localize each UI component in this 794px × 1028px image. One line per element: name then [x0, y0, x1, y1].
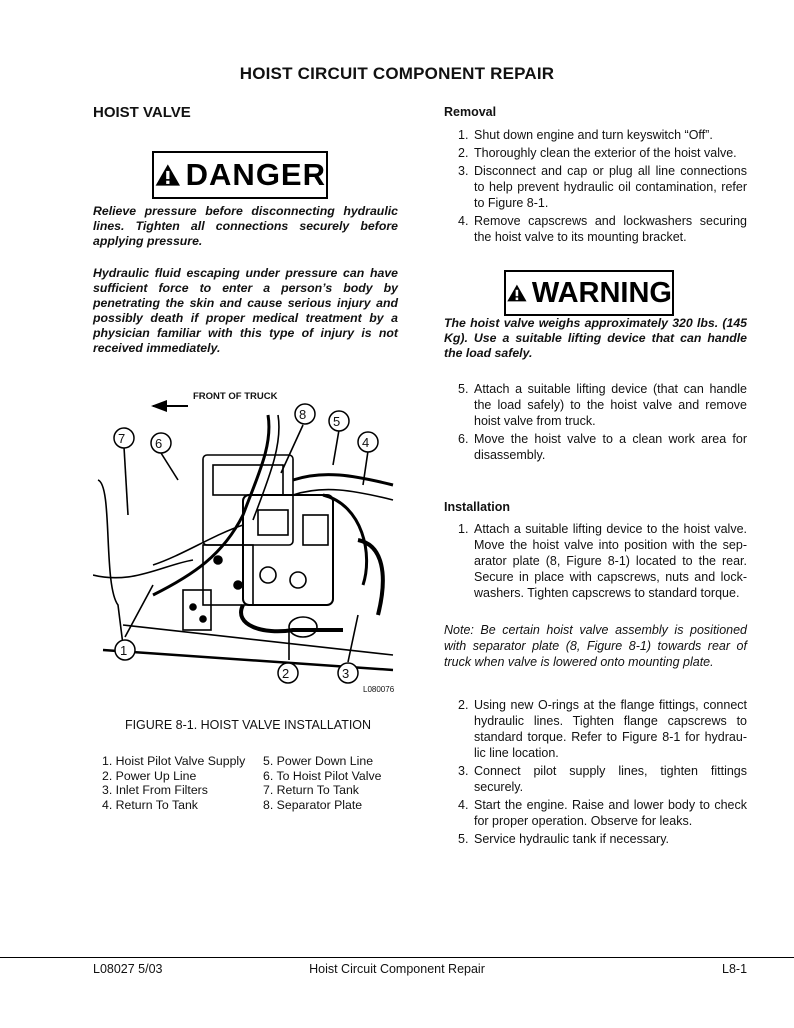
footer-divider: [0, 957, 794, 958]
warning-text: The hoist valve weighs approximately 320 lbs. (145 Kg). Use a suitable lifting device that can handle the load safely.: [444, 316, 747, 360]
section-title-hoist-valve: HOIST VALVE: [93, 104, 191, 121]
callout-5: 5: [333, 414, 341, 429]
callout-1: 1: [120, 643, 128, 658]
callout-6: 6: [155, 436, 163, 451]
legend-column-2: [263, 754, 381, 812]
legend-item: 4. Return To Tank: [102, 797, 198, 812]
list-item: 1. Attach a suitable lifting device to the hoist valve. Move the hoist valve into position with the sep-arator plate (8, Figure 8-1) located to the rear. Secure in place with capscrews, nuts and lock-washers. Tighten capscrews to standard torque.: [458, 522, 747, 600]
warning-triangle-icon: [154, 160, 182, 190]
page-title: HOIST CIRCUIT COMPONENT REPAIR: [239, 64, 555, 83]
list-item: 3. Disconnect and cap or plug all line connections to help prevent hydraulic oil contamination, refer to Figure 8-1.: [458, 164, 747, 210]
figure-hoist-valve: [93, 385, 403, 695]
install-steps-continued: [458, 697, 747, 849]
list-item: 3. Connect pilot supply lines, tighten fittings securely.: [458, 764, 747, 794]
list-item: 2. Using new O-rings at the flange fittings, connect hydraulic lines. Tighten flange capscrews to standard torque. Refer to Figure 8-1 for hydrau-lic line location.: [458, 698, 747, 760]
list-item: 4. Start the engine. Raise and lower body to check for proper operation. Observe for leaks.: [458, 798, 747, 828]
figure-image-id: L080076: [363, 685, 395, 694]
figure-caption: FIGURE 8-1. HOIST VALVE INSTALLATION: [124, 718, 372, 732]
legend-item: 2. Power Up Line: [102, 768, 197, 783]
warning-label: WARNING: [531, 276, 672, 309]
callout-8: 8: [299, 407, 307, 422]
danger-label: DANGER: [185, 157, 326, 192]
list-item: 4. Remove capscrews and lockwashers securing the hoist valve to its mounting bracket.: [458, 214, 747, 244]
legend-item: 6. To Hoist Pilot Valve: [263, 768, 382, 783]
legend-item: 8. Separator Plate: [263, 797, 363, 812]
footer-doc-id: L08027 5/03: [93, 962, 163, 976]
removal-title: Removal: [444, 105, 497, 119]
danger-text-1: Relieve pressure before disconnecting hydraulic lines. Tighten all connections securely before applying pressure.: [93, 204, 398, 248]
list-item: 2. Thoroughly clean the exterior of the hoist valve.: [458, 146, 737, 160]
install-steps: [458, 521, 747, 603]
removal-steps: [458, 127, 747, 247]
list-item: 5. Attach a suitable lifting device (that can handle the load safely) to the hoist valve and remove hoist valve from truck.: [458, 382, 747, 428]
removal-steps-continued: [458, 381, 747, 465]
list-item: 5. Service hydraulic tank if necessary.: [458, 832, 669, 846]
legend-column-1: [102, 754, 245, 812]
footer-title: Hoist Circuit Component Repair: [309, 962, 485, 976]
installation-title: Installation: [444, 500, 510, 514]
list-item: 1. Shut down engine and turn keyswitch “Off”.: [458, 128, 713, 142]
danger-text-2: Hydraulic fluid escaping under pressure can have sufficient force to enter a person’s body by penetrating the skin and cause serious injury and possibly death if proper medical treatment by a physician familiar with this type of injury is not received immediately.: [93, 266, 398, 355]
legend-item: 1. Hoist Pilot Valve Supply: [102, 754, 246, 768]
legend-item: 7. Return To Tank: [263, 783, 359, 797]
legend-item: 5. Power Down Line: [263, 754, 374, 768]
front-of-truck-label: FRONT OF TRUCK: [193, 391, 278, 402]
callout-7: 7: [118, 431, 126, 446]
list-item: 6. Move the hoist valve to a clean work area for disassembly.: [458, 432, 747, 462]
callout-3: 3: [342, 666, 350, 681]
installation-note: Note: Be certain hoist valve assembly is positioned with separator plate (8, Figure 8-1) towards rear of truck when valve is lowered onto mounting plate.: [444, 623, 747, 669]
hoist-valve-illustration: [93, 385, 403, 695]
warning-sign: [504, 270, 674, 316]
warning-triangle-icon: [506, 279, 528, 307]
footer-page-number: L8-1: [722, 962, 748, 976]
callout-4: 4: [362, 435, 370, 450]
danger-sign: [152, 151, 328, 199]
callout-2: 2: [282, 666, 290, 681]
legend-item: 3. Inlet From Filters: [102, 783, 208, 797]
